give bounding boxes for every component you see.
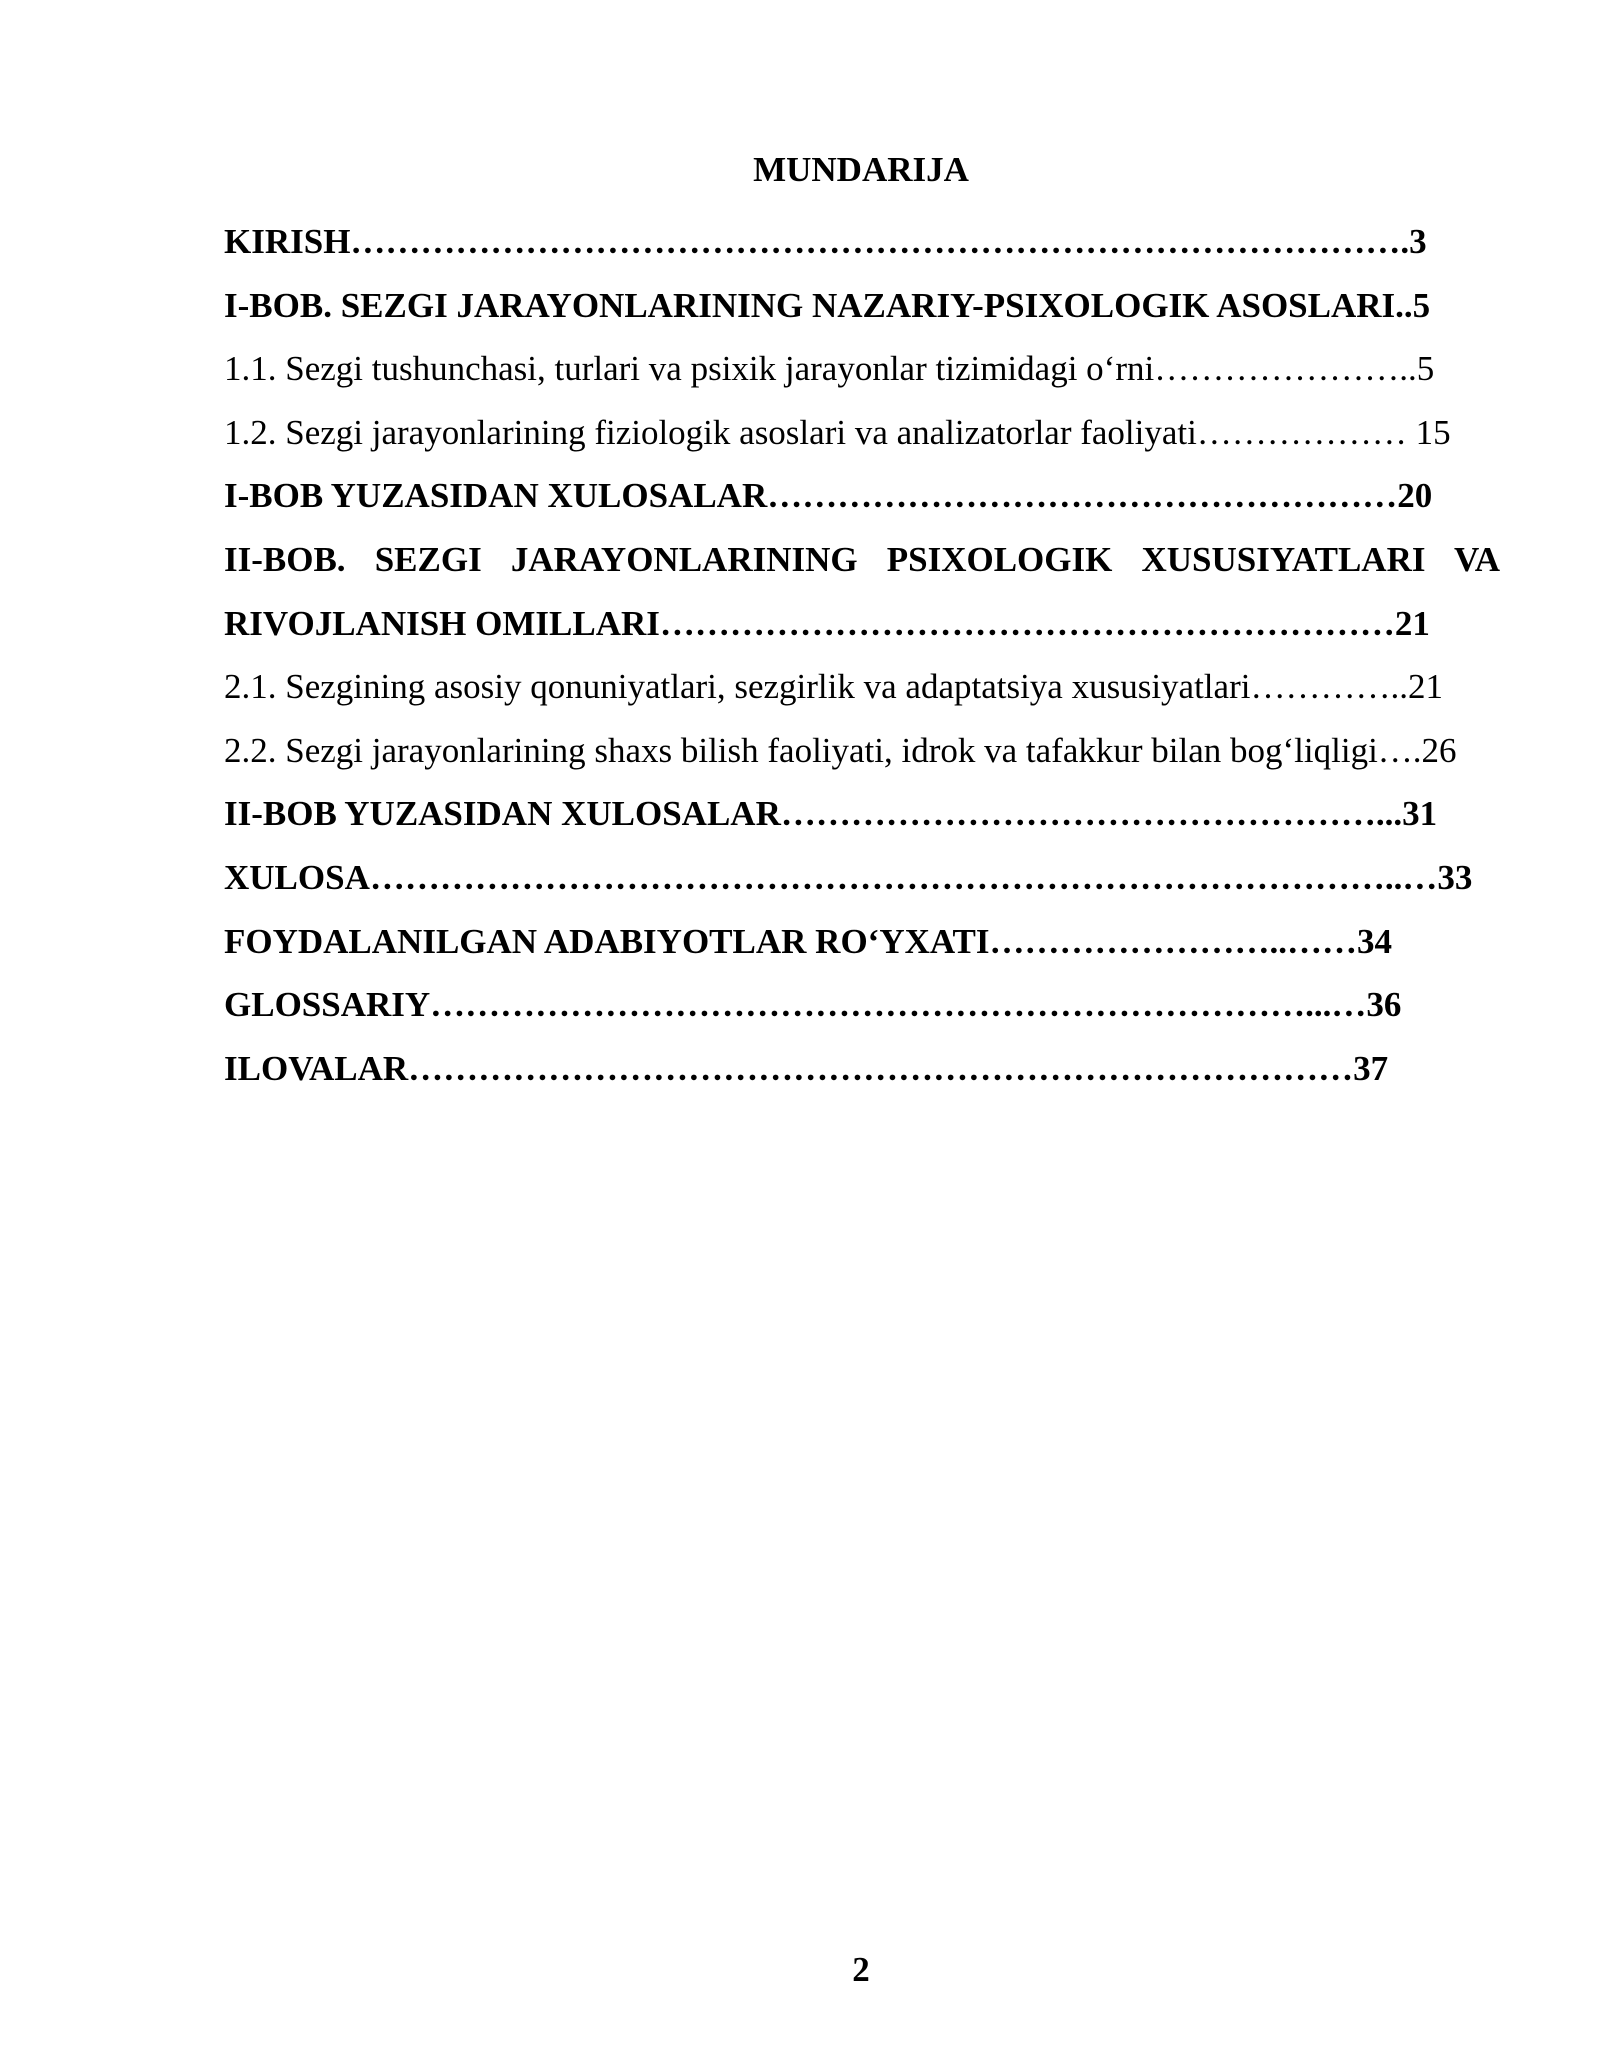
toc-entry-chapter-2: II-BOB. SEZGI JARAYONLARINING PSIXOLOGIK XUSUSIYATLARI VA RIVOJLANISH OMILLARI………………………………………………………21: [224, 539, 1500, 643]
toc-entry-references: FOYDALANILGAN ADABIYOTLAR RO‘YXATI……………………..……34: [224, 921, 1393, 961]
toc-entry-section-2-1: 2.1. Sezgining asosiy qonuniyatlari, sezgirlik va adaptatsiya xususiyatlari…………..21: [224, 667, 1443, 707]
toc-entry-chapter-1-conclusions: I-BOB YUZASIDAN XULOSALAR………………………………………………20: [224, 476, 1433, 516]
toc-entry-chapter-2-conclusions: II-BOB YUZASIDAN XULOSALAR……………………………………………...31: [224, 794, 1438, 834]
toc-entry-glossary: GLOSSARIY…………………………………………………………………...…36: [224, 985, 1402, 1025]
toc-entry-section-2-2: 2.2. Sezgi jarayonlarining shaxs bilish faoliyati, idrok va tafakkur bilan bog‘liqligi….26: [224, 730, 1457, 770]
toc-entry-kirish: KIRISH……………………………………………………………………………….3: [224, 222, 1427, 261]
toc-entry-appendices: ILOVALAR………………………………………………………………………37: [224, 1048, 1389, 1088]
toc-entry-chapter-1: I-BOB. SEZGI JARAYONLARINING NAZARIY-PSIXOLOGIK ASOSLARI..5: [224, 285, 1431, 325]
toc-title: MUNDARIJA: [753, 150, 969, 189]
toc-entry-section-1-1: 1.1. Sezgi tushunchasi, turlari va psixik jarayonlar tizimidagi o‘rni…………………..5: [224, 349, 1435, 389]
toc-entry-xulosa: XULOSA……………………………………………………………………………..…33: [224, 857, 1473, 897]
toc-entry-section-1-2: 1.2. Sezgi jarayonlarining fiziologik asoslari va analizatorlar faoliyati……………… 15: [224, 412, 1451, 452]
page-number: 2: [852, 1950, 870, 1989]
table-of-contents: [224, 210, 1500, 1100]
